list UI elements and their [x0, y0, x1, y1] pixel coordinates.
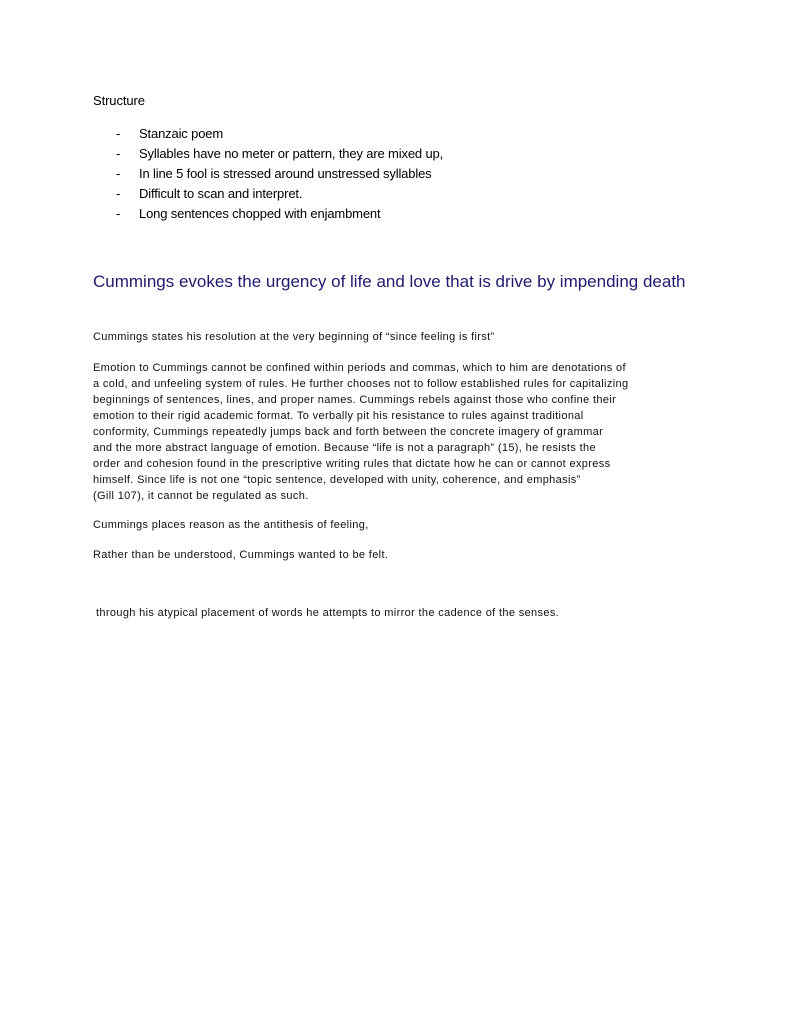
bullet-text: Long sentences chopped with enjambment — [139, 206, 381, 221]
bullet-dash: - — [116, 166, 121, 181]
paragraph-line: (Gill 107), it cannot be regulated as such. — [93, 490, 309, 502]
paragraph-placement: through his atypical placement of words he attempts to mirror the cadence of the senses. — [96, 607, 560, 619]
paragraph-line: beginnings of sentences, lines, and proper names. Cummings rebels against those who confine their — [93, 394, 617, 406]
paragraph-line: and the more abstract language of emotion. Because “life is not a paragraph” (15), he resists the — [93, 442, 596, 454]
bullet-text: Syllables have no meter or pattern, they are mixed up, — [139, 146, 444, 161]
paragraph-line: emotion to their rigid academic format. To verbally pit his resistance to rules against traditional — [93, 410, 584, 422]
paragraph-line: himself. Since life is not one “topic sentence, developed with unity, coherence, and emphasis” — [93, 474, 581, 486]
paragraph-line: Emotion to Cummings cannot be confined within periods and commas, which to him are denotations of — [93, 362, 626, 374]
paragraph-reason: Cummings places reason as the antithesis of feeling, — [93, 519, 369, 531]
section-heading: Cummings evokes the urgency of life and love that is drive by impending death — [93, 272, 686, 291]
bullet-text: Stanzaic poem — [139, 126, 224, 141]
bullet-text: Difficult to scan and interpret. — [139, 186, 303, 201]
paragraph-line: conformity, Cummings repeatedly jumps back and forth between the concrete imagery of grammar — [93, 426, 604, 438]
bullet-dash: - — [116, 206, 121, 221]
bullet-dash: - — [116, 186, 121, 201]
paragraph-understood: Rather than be understood, Cummings wanted to be felt. — [93, 549, 389, 561]
paragraph-line: order and cohesion found in the prescriptive writing rules that dictate how he can or cannot express — [93, 458, 611, 470]
bullet-text: In line 5 fool is stressed around unstressed syllables — [139, 166, 432, 181]
paragraph-line: a cold, and unfeeling system of rules. He further chooses not to follow established rules for capitalizing — [93, 378, 629, 390]
bullet-dash: - — [116, 146, 121, 161]
bullet-dash: - — [116, 126, 121, 141]
paragraph-resolution: Cummings states his resolution at the very beginning of “since feeling is first” — [93, 331, 495, 343]
structure-heading: Structure — [93, 93, 145, 108]
paragraph-emotion — [93, 360, 713, 504]
